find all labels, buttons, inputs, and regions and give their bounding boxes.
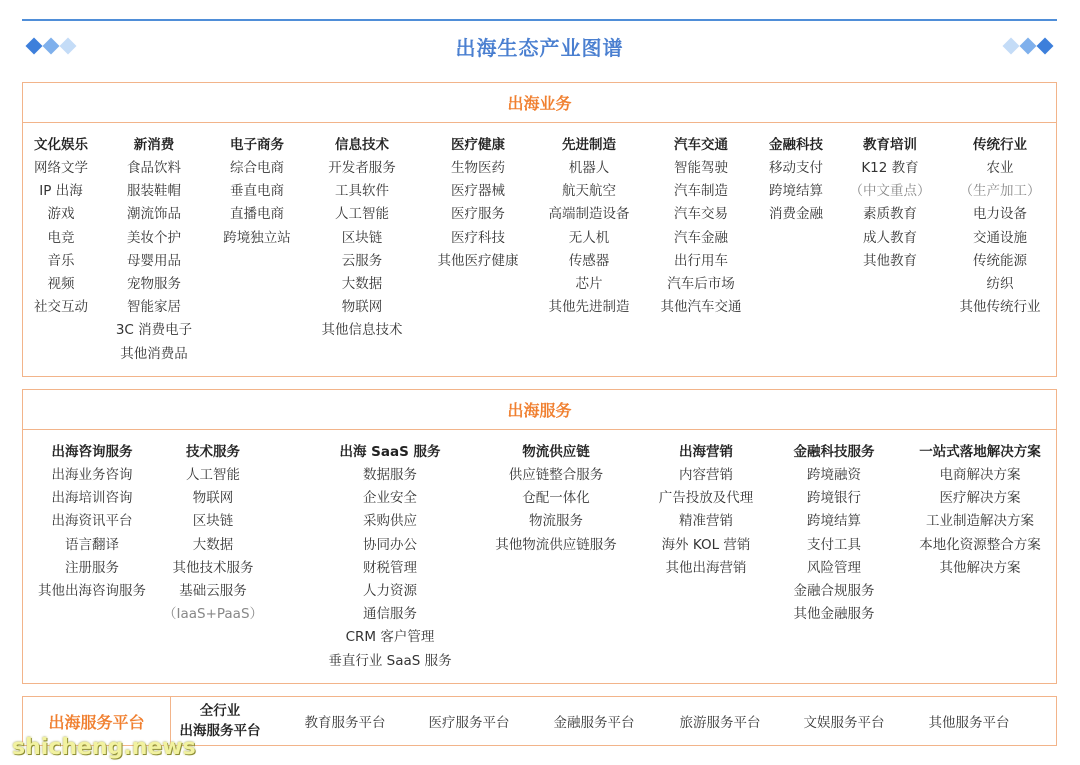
business-list-item: 宠物服务 xyxy=(127,275,181,292)
business-list-item: 垂直电商 xyxy=(230,183,284,200)
business-list-item: 农业 xyxy=(986,160,1014,176)
business-list-item: 电竞 xyxy=(47,229,75,246)
services-list-item: 采购供应 xyxy=(363,513,417,530)
services-list-item: 大数据 xyxy=(192,536,234,553)
business-column-heading: 汽车交通 xyxy=(674,137,728,153)
business-list-item: 综合电商 xyxy=(230,160,284,176)
business-list-item: 美妆个护 xyxy=(127,229,181,246)
services-list-item: 跨境银行 xyxy=(807,490,861,507)
business-list-item: （生产加工） xyxy=(959,183,1041,200)
business-section-title: 出海业务 xyxy=(23,83,1056,123)
services-list-item: 精准营销 xyxy=(679,513,733,530)
services-list-item: 支付工具 xyxy=(807,536,861,553)
services-column-heading: 出海咨询服务 xyxy=(51,444,133,460)
services-list-item: 企业安全 xyxy=(363,490,417,507)
business-list-item: 芯片 xyxy=(575,275,603,292)
business-list-item: IP 出海 xyxy=(39,183,83,200)
business-section xyxy=(22,82,1057,377)
business-list-item: 传感器 xyxy=(568,252,610,269)
business-column-heading: 文化娱乐 xyxy=(34,137,88,153)
platform-item: 教育服务平台 xyxy=(304,715,386,731)
business-list-item: 物联网 xyxy=(341,299,383,316)
services-section xyxy=(22,389,1057,684)
business-list-item: 医疗器械 xyxy=(451,183,505,200)
services-list-item: 其他物流供应链服务 xyxy=(495,536,617,553)
diamond-icon xyxy=(1020,38,1037,55)
services-list-item: 金融合规服务 xyxy=(793,582,875,599)
services-list-item: 内容营销 xyxy=(679,467,733,483)
platform-lead-line1: 全行业 xyxy=(199,703,241,719)
services-column xyxy=(310,440,470,673)
business-list-item: 跨境独立站 xyxy=(223,229,291,246)
services-list-item: 财税管理 xyxy=(363,559,417,576)
business-column-heading: 金融科技 xyxy=(769,137,823,153)
business-list-item: 母婴用品 xyxy=(127,252,181,269)
business-column xyxy=(920,133,1080,319)
services-column-heading: 出海营销 xyxy=(679,444,733,460)
business-list-item: 其他汽车交通 xyxy=(660,299,742,316)
services-section-title: 出海服务 xyxy=(23,390,1056,430)
services-list-item: 其他解决方案 xyxy=(939,559,1021,576)
services-list-item: 工业制造解决方案 xyxy=(926,513,1034,530)
watermark-text: shicheng.news xyxy=(12,735,196,760)
business-column-heading: 信息技术 xyxy=(335,137,389,153)
services-list-item: 垂直行业 SaaS 服务 xyxy=(328,652,452,669)
services-list-item: 出海业务咨询 xyxy=(51,467,133,483)
services-list-item: 人力资源 xyxy=(363,582,417,599)
business-list-item: 交通设施 xyxy=(973,229,1027,246)
platform-item: 旅游服务平台 xyxy=(679,715,761,731)
business-column-heading: 医疗健康 xyxy=(451,137,505,153)
services-list-item: 通信服务 xyxy=(363,606,417,623)
business-list-item: 成人教育 xyxy=(863,229,917,246)
business-column-heading: 传统行业 xyxy=(973,137,1027,153)
services-list-item: 注册服务 xyxy=(65,559,119,576)
business-list-item: 智能驾驶 xyxy=(674,160,728,176)
business-list-item: 无人机 xyxy=(568,229,610,246)
business-list-item: 云服务 xyxy=(341,252,383,269)
services-list-item: 其他出海咨询服务 xyxy=(38,582,146,599)
services-list-item: CRM 客户管理 xyxy=(345,629,435,646)
services-column xyxy=(476,440,636,557)
business-list-item: 高端制造设备 xyxy=(548,206,630,223)
business-list-item: 网络文学 xyxy=(34,160,88,176)
services-list-item: 电商解决方案 xyxy=(939,467,1021,483)
business-list-item: 大数据 xyxy=(341,275,383,292)
services-list-item: 出海培训咨询 xyxy=(51,490,133,507)
services-list-item: 本地化资源整合方案 xyxy=(919,536,1041,553)
services-column-heading: 技术服务 xyxy=(186,444,240,460)
business-list-item: 电力设备 xyxy=(973,206,1027,223)
business-column-heading: 先进制造 xyxy=(562,137,616,153)
business-list-item: 汽车金融 xyxy=(674,229,728,246)
page-title: 出海生态产业图谱 xyxy=(455,36,624,60)
business-list-item: 服装鞋帽 xyxy=(127,183,181,200)
business-list-item: 其他教育 xyxy=(863,252,917,269)
services-list-item: 仓配一体化 xyxy=(522,490,590,507)
business-list-item: 潮流饰品 xyxy=(127,206,181,223)
services-list-item: 物流服务 xyxy=(529,513,583,530)
business-list-item: 视频 xyxy=(47,275,75,292)
services-list-item: 海外 KOL 营销 xyxy=(661,536,751,553)
business-list-item: 社交互动 xyxy=(34,299,88,316)
business-list-item: 医疗服务 xyxy=(451,206,505,223)
services-list-item: 协同办公 xyxy=(363,536,417,553)
business-list-item: 食品饮料 xyxy=(127,160,181,176)
services-column xyxy=(900,440,1060,580)
services-list-item: 医疗解决方案 xyxy=(939,490,1021,507)
services-list-item: 数据服务 xyxy=(363,467,417,483)
services-column-heading: 物流供应链 xyxy=(522,444,590,460)
services-list-item: 区块链 xyxy=(192,513,234,530)
services-list-item: 广告投放及代理 xyxy=(658,490,754,507)
business-list-item: 汽车后市场 xyxy=(667,275,735,292)
diamond-icon xyxy=(1037,38,1054,55)
business-list-item: 直播电商 xyxy=(230,206,284,223)
services-column-heading: 出海 SaaS 服务 xyxy=(339,444,441,460)
business-column-heading: 电子商务 xyxy=(230,137,284,153)
services-list-item: 基础云服务 xyxy=(179,582,247,599)
business-list-item: 出行用车 xyxy=(674,252,728,269)
services-list-item: 其他技术服务 xyxy=(172,559,254,576)
services-list-item: 供应链整合服务 xyxy=(508,467,604,483)
services-column-heading: 一站式落地解决方案 xyxy=(919,444,1041,460)
business-column-heading: 教育培训 xyxy=(863,137,917,153)
business-list-item: 医疗科技 xyxy=(451,229,505,246)
services-list-item: 风险管理 xyxy=(807,559,861,576)
business-list-item: （中文重点） xyxy=(849,183,931,200)
services-list-item: （IaaS+PaaS） xyxy=(162,606,264,623)
platform-item: 金融服务平台 xyxy=(553,715,635,731)
business-list-item: 传统能源 xyxy=(973,252,1027,269)
services-list-item: 物联网 xyxy=(192,490,234,507)
business-list-item: 区块链 xyxy=(341,229,383,246)
business-list-item: 工具软件 xyxy=(335,183,389,200)
business-list-item: 机器人 xyxy=(568,160,610,176)
title-row xyxy=(22,28,1057,68)
platform-item: 文娱服务平台 xyxy=(803,715,885,731)
business-list-item: 游戏 xyxy=(47,206,75,223)
business-column-heading: 新消费 xyxy=(133,137,175,153)
business-list-item: 开发者服务 xyxy=(328,160,396,176)
business-list-item: 消费金融 xyxy=(769,206,823,223)
business-list-item: 其他传统行业 xyxy=(959,299,1041,316)
business-list-item: 音乐 xyxy=(47,252,75,269)
platform-item: 其他服务平台 xyxy=(928,715,1010,731)
business-list-item: 纺织 xyxy=(986,275,1014,292)
platform-label: 出海服务平台 xyxy=(23,697,171,745)
top-divider-line xyxy=(22,19,1057,21)
diamond-icon xyxy=(1003,38,1020,55)
business-list-item: 素质教育 xyxy=(863,206,917,223)
business-list-item: 人工智能 xyxy=(335,206,389,223)
business-list-item: 其他消费品 xyxy=(120,345,188,362)
business-list-item: 跨境结算 xyxy=(769,183,823,200)
business-list-item: K12 教育 xyxy=(861,160,919,176)
services-list-item: 人工智能 xyxy=(186,467,240,483)
services-list-item: 语言翻译 xyxy=(65,536,119,553)
services-column xyxy=(754,440,914,626)
business-list-item: 汽车制造 xyxy=(674,183,728,200)
services-list-item: 跨境结算 xyxy=(807,513,861,530)
right-diamond-decoration xyxy=(1003,40,1053,52)
business-list-item: 智能家居 xyxy=(127,299,181,316)
services-list-item: 其他出海营销 xyxy=(665,559,747,576)
services-column-heading: 金融科技服务 xyxy=(793,444,875,460)
business-list-item: 其他医疗健康 xyxy=(437,252,519,269)
platform-item: 医疗服务平台 xyxy=(428,715,510,731)
business-list-item: 3C 消费电子 xyxy=(115,322,193,339)
services-list-item: 出海资讯平台 xyxy=(51,513,133,530)
business-list-item: 其他先进制造 xyxy=(548,299,630,316)
services-list-item: 其他金融服务 xyxy=(793,606,875,623)
business-list-item: 汽车交易 xyxy=(674,206,728,223)
business-list-item: 航天航空 xyxy=(562,183,616,200)
platform-lead-line2: 出海服务平台 xyxy=(179,723,261,739)
business-list-item: 其他信息技术 xyxy=(321,322,403,339)
business-list-item: 生物医药 xyxy=(451,160,505,176)
platform-items xyxy=(171,697,1056,745)
services-list-item: 跨境融资 xyxy=(807,467,861,483)
business-columns xyxy=(23,123,1056,376)
services-column xyxy=(133,440,293,626)
business-list-item: 移动支付 xyxy=(769,160,823,176)
